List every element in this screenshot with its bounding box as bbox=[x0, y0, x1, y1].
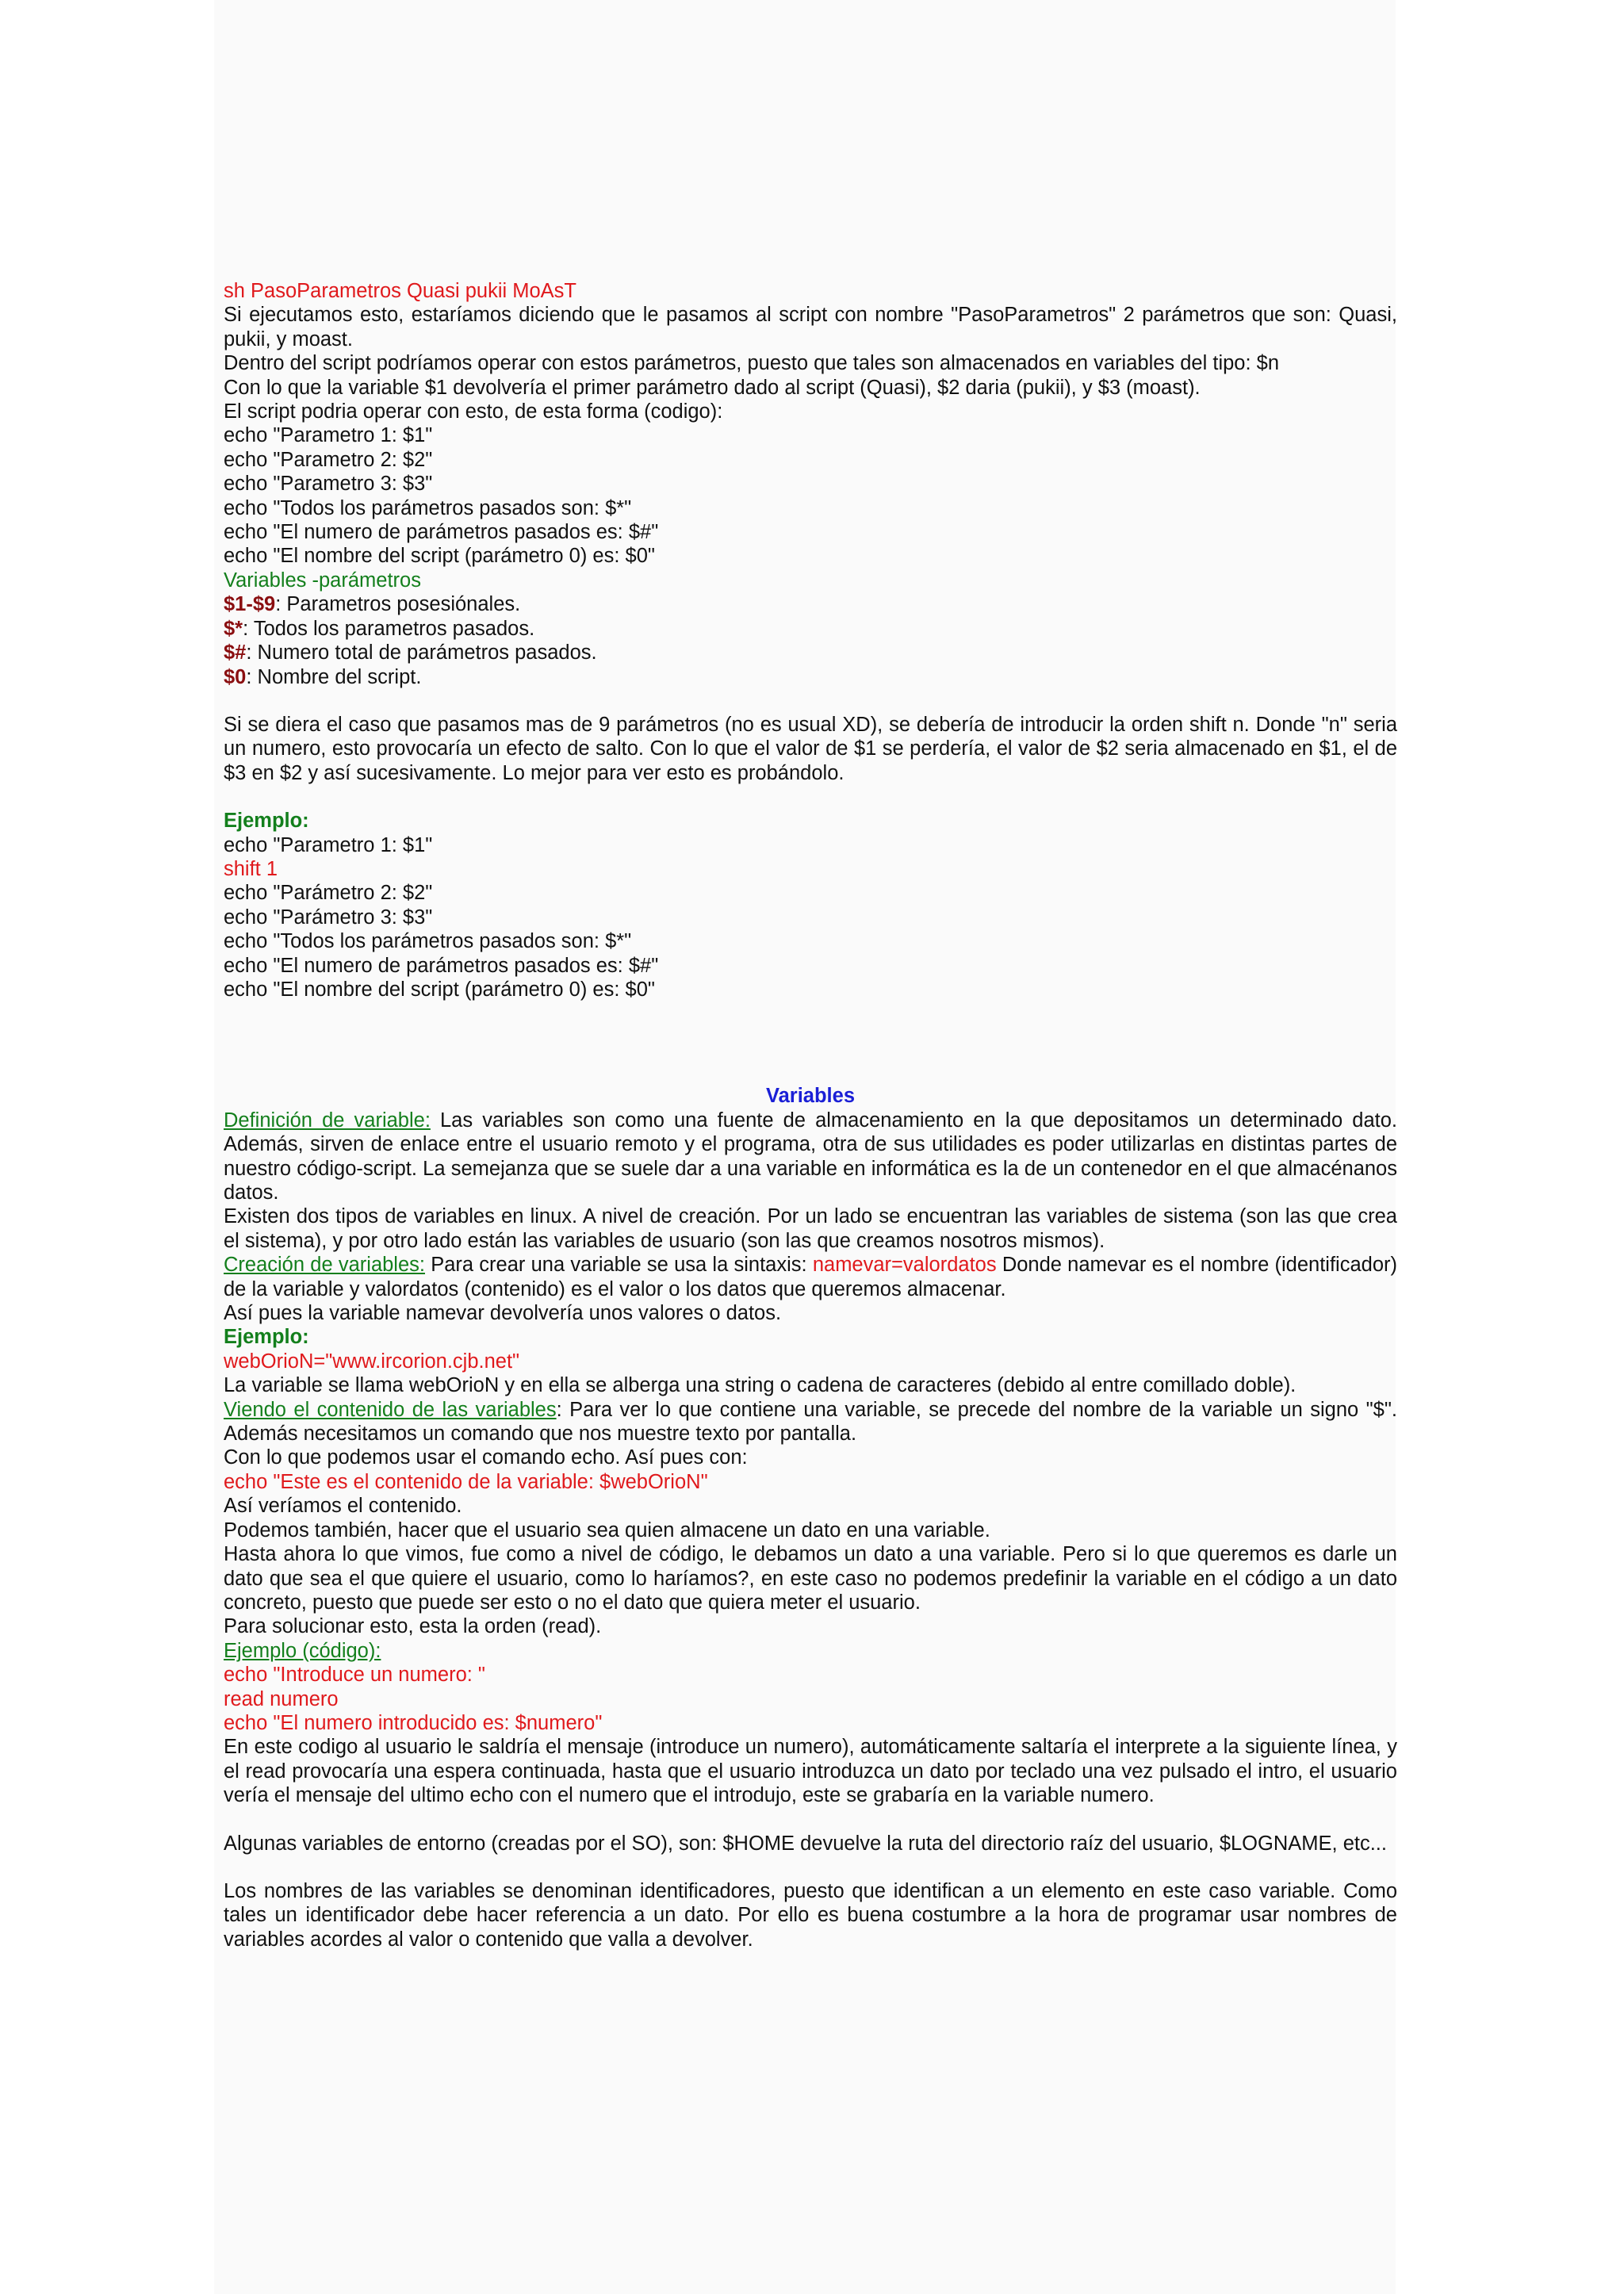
code-line: read numero bbox=[224, 1687, 339, 1710]
creation-label: Creación de variables: bbox=[224, 1254, 425, 1277]
code-line: webOrioN="www.ircorion.cjb.net" bbox=[224, 1350, 520, 1373]
paragraph: Algunas variables de entorno (creadas por el SO), son: $HOME devuelve la ruta del directorio raíz del usuario, $LOGNAME, etc... bbox=[224, 1832, 1387, 1855]
param-desc: : Todos los parametros pasados. bbox=[243, 617, 535, 640]
paragraph bbox=[224, 1253, 1397, 1301]
code-line: echo "Parametro 1: $1" bbox=[224, 833, 433, 856]
param-key: $* bbox=[224, 617, 243, 640]
paragraph: Hasta ahora lo que vimos, fue como a nivel de código, le debamos un dato a una variable. Pero si lo que queremos es darle un dato que sea el que quiere el usuario, como lo haríamos?, en este caso no podemos predefinir la variable en el código a un dato concreto, puesto que puede ser esto o no el dato que quiera meter el usuario. bbox=[224, 1543, 1397, 1614]
paragraph: Para solucionar esto, esta la orden (read). bbox=[224, 1615, 602, 1638]
param-item bbox=[224, 617, 1397, 641]
spacer bbox=[224, 1001, 1397, 1084]
param-desc: : Nombre del script. bbox=[246, 665, 422, 688]
paragraph: Dentro del script podríamos operar con estos parámetros, puesto que tales son almacenados en variables del tipo: $n bbox=[224, 352, 1280, 375]
paragraph: Así pues la variable namevar devolvería unos valores o datos. bbox=[224, 1302, 782, 1325]
paragraph: Si se diera el caso que pasamos mas de 9 parámetros (no es usual XD), se debería de introducir la orden shift n. Donde "n" seria un numero, esto provocaría un efecto de salto. Con lo que el valor de $1 se perdería, el valor de $2 seria almacenado en $1, el de $3 en $2 y así sucesivamente. Lo mejor para ver esto es probándolo. bbox=[224, 713, 1397, 784]
view-label: Viendo el contenido de las variables bbox=[224, 1398, 557, 1421]
subsection-title: Variables -parámetros bbox=[224, 569, 421, 592]
param-key: $1-$9 bbox=[224, 593, 276, 616]
paragraph: El script podria operar con esto, de esta forma (codigo): bbox=[224, 400, 723, 423]
param-key: $0 bbox=[224, 665, 247, 688]
param-item bbox=[224, 641, 1397, 664]
code-line: echo "El numero introducido es: $numero" bbox=[224, 1711, 603, 1734]
code-line: echo "El numero de parámetros pasados es: $#" bbox=[224, 954, 659, 977]
code-line: echo "El nombre del script (parámetro 0) es: $0" bbox=[224, 545, 655, 568]
example-heading: Ejemplo: bbox=[224, 1326, 309, 1349]
paragraph: Existen dos tipos de variables en linux. A nivel de creación. Por un lado se encuentran las variables de sistema (son las que crea el sistema), y por otro lado están las variables de usuario (son las que creamos nosotros mismos). bbox=[224, 1205, 1397, 1252]
param-desc: : Numero total de parámetros pasados. bbox=[246, 641, 597, 664]
section-title: Variables bbox=[766, 1085, 855, 1108]
definition-text: Las variables son como una fuente de almacenamiento en la que depositamos un determinado dato. Además, sirven de enlace entre el usuario remoto y el programa, otra de sus utilidades es poder utilizarlas en distintas partes de nuestro código-script. La semejanza que se suele dar a una variable en informática es la de un contenedor en el que almacénanos datos. bbox=[224, 1109, 1397, 1204]
code-line: echo "Parametro 3: $3" bbox=[224, 473, 433, 496]
spacer bbox=[224, 1808, 1397, 1832]
code-line: shift 1 bbox=[224, 857, 278, 880]
code-line: echo "El numero de parámetros pasados es: $#" bbox=[224, 521, 659, 544]
spacer bbox=[224, 1855, 1397, 1879]
code-line: echo "Parámetro 3: $3" bbox=[224, 906, 433, 929]
command-line: sh PasoParametros Quasi pukii MoAsT bbox=[224, 280, 577, 302]
paragraph: En este codigo al usuario le saldría el mensaje (introduce un numero), automáticamente saltaría el interprete a la siguiente línea, y el read provocaría una espera continuada, hasta que el usuario introduzca un dato por teclado una vez pulsado el intro, el usuario vería el mensaje del ultimo echo con el numero que el introdujo, este se grabaría en la variable numero. bbox=[224, 1736, 1397, 1807]
param-item bbox=[224, 665, 1397, 689]
paragraph: La variable se llama webOrioN y en ella se alberga una string o cadena de caracteres (debido al entre comillado doble). bbox=[224, 1374, 1297, 1397]
example-heading: Ejemplo: bbox=[224, 810, 309, 833]
paragraph: Con lo que podemos usar el comando echo. Así pues con: bbox=[224, 1446, 748, 1469]
paragraph: Si ejecutamos esto, estaríamos diciendo que le pasamos al script con nombre "PasoParametros" 2 parámetros que son: Quasi, pukii, y moast. bbox=[224, 304, 1397, 350]
param-key: $# bbox=[224, 641, 247, 664]
paragraph: Podemos también, hacer que el usuario sea quien almacene un dato en una variable. bbox=[224, 1518, 990, 1541]
paragraph: Con lo que la variable $1 devolvería el primer parámetro dado al script (Quasi), $2 daria (pukii), y $3 (moast). bbox=[224, 376, 1201, 399]
creation-text: Para crear una variable se usa la sintaxis: bbox=[425, 1254, 813, 1277]
param-item bbox=[224, 592, 1397, 616]
view-text: : Para ver lo que contiene una variable, se precede del nombre de la variable un signo "$". Además necesitamos un comando que nos muestre texto por pantalla. bbox=[224, 1398, 1397, 1446]
code-line: echo "El nombre del script (parámetro 0) es: $0" bbox=[224, 978, 655, 1001]
code-line: echo "Todos los parámetros pasados son: $*" bbox=[224, 496, 632, 519]
definition-label: Definición de variable: bbox=[224, 1109, 431, 1132]
paragraph: Los nombres de las variables se denominan identificadores, puesto que identifican a un elemento en este caso variable. Como tales un identificador debe hacer referencia a un dato. Por ello es buena costumbre a la hora de programar usar nombres de variables acordes al valor o contenido que valla a devolver. bbox=[224, 1879, 1397, 1951]
spacer bbox=[224, 785, 1397, 809]
syntax-code: namevar=valordatos bbox=[812, 1254, 997, 1277]
code-line: echo "Este es el contenido de la variable: $webOrioN" bbox=[224, 1470, 708, 1493]
code-line: echo "Parámetro 2: $2" bbox=[224, 882, 433, 905]
paragraph: Así veríamos el contenido. bbox=[224, 1495, 462, 1518]
code-line: echo "Parametro 2: $2" bbox=[224, 448, 433, 471]
code-example-label: Ejemplo (código): bbox=[224, 1639, 381, 1662]
spacer bbox=[224, 689, 1397, 713]
creation-text: Donde namevar es el nombre (identificador) de la variable y valordatos (contenido) es el valor o los datos que queremos almacenar. bbox=[224, 1254, 1398, 1300]
paragraph bbox=[224, 1109, 1397, 1205]
code-line: echo "Introduce un numero: " bbox=[224, 1664, 485, 1687]
param-desc: : Parametros posesiónales. bbox=[275, 593, 521, 616]
paragraph bbox=[224, 1398, 1397, 1446]
document-body bbox=[224, 279, 1397, 1951]
code-line: echo "Todos los parámetros pasados son: $*" bbox=[224, 930, 632, 953]
code-line: echo "Parametro 1: $1" bbox=[224, 424, 433, 447]
